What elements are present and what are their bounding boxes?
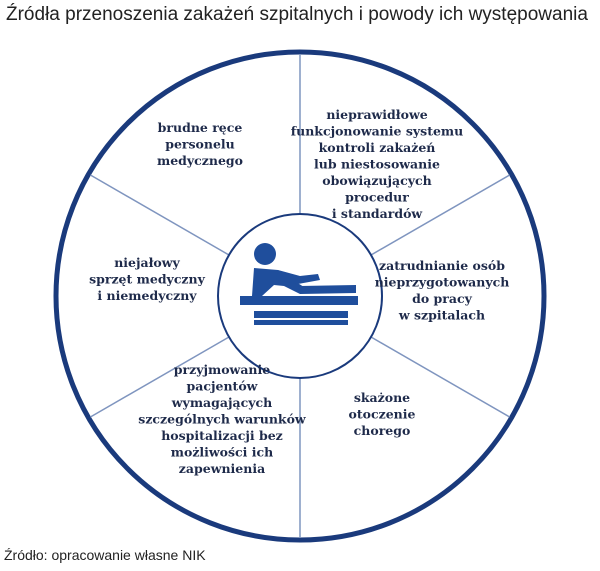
segment-line: personelu bbox=[165, 136, 235, 152]
segment-line: procedur bbox=[345, 189, 409, 205]
segment-contaminated-environment bbox=[349, 390, 416, 438]
segment-infection-control bbox=[291, 107, 464, 221]
segment-line: lub niestosowanie bbox=[314, 156, 440, 172]
segment-line: niejałowy bbox=[114, 255, 180, 270]
segment-line: chorego bbox=[353, 423, 411, 438]
segment-line: w szpitalach bbox=[398, 307, 486, 323]
segment-line: nieprzygotowanych bbox=[374, 274, 510, 290]
segment-unsterile-equipment bbox=[89, 255, 206, 303]
segment-line: możliwości ich bbox=[170, 444, 274, 460]
segment-line: przyjmowanie bbox=[173, 362, 271, 377]
segment-line: wymagających bbox=[171, 395, 273, 410]
segment-line: i standardów bbox=[331, 206, 423, 221]
divider-line bbox=[371, 337, 510, 417]
segment-line: nieprawidłowe bbox=[326, 107, 428, 122]
segment-line: otoczenie bbox=[348, 406, 416, 422]
segment-line: brudne ręce bbox=[157, 120, 243, 135]
segment-line: zapewnienia bbox=[178, 461, 266, 476]
segment-line: sprzęt medyczny bbox=[89, 271, 205, 287]
segment-dirty-hands bbox=[157, 120, 243, 168]
segment-line: funkcjonowanie systemu bbox=[290, 123, 464, 139]
segment-admitting-patients bbox=[138, 362, 307, 476]
segment-line: szczególnych warunków bbox=[138, 411, 306, 427]
page-title: Źródła przenoszenia zakażeń szpitalnych i powody ich występowania bbox=[6, 4, 588, 25]
segment-line: i niemedyczny bbox=[97, 288, 197, 303]
segment-line: obowiązujących bbox=[322, 173, 432, 188]
divider-line bbox=[90, 175, 229, 255]
source-note: Źródło: opracowanie własne NIK bbox=[4, 547, 206, 563]
segment-line: skażone bbox=[353, 390, 411, 405]
segment-line: do pracy bbox=[412, 291, 472, 306]
segment-unprepared-staff bbox=[375, 258, 510, 323]
segment-line: hospitalizacji bez bbox=[161, 428, 283, 443]
segment-line: pacjentów bbox=[186, 378, 258, 394]
segment-line: kontroli zakażeń bbox=[318, 140, 436, 155]
segment-line: zatrudnianie osób bbox=[379, 258, 505, 273]
segment-line: medycznego bbox=[156, 153, 244, 168]
